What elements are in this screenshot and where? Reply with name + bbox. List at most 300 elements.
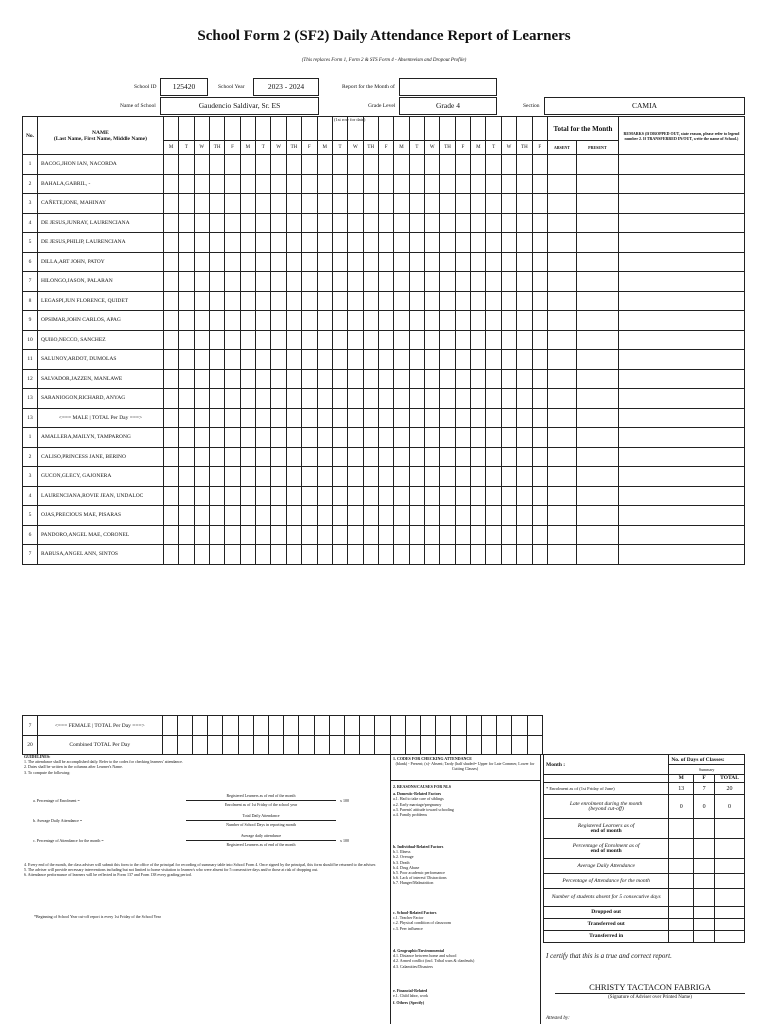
day-cell[interactable] [363,252,378,272]
day-cell[interactable] [317,155,332,175]
day-cell[interactable] [486,525,501,545]
school-year-field[interactable]: 2023 - 2024 [253,78,319,96]
day-cell[interactable] [481,736,496,755]
day-cell[interactable] [256,330,271,350]
day-cell[interactable] [455,467,470,487]
day-cell[interactable] [532,428,547,448]
day-cell[interactable] [179,486,194,506]
day-cell[interactable] [471,213,486,233]
day-cell[interactable] [240,525,255,545]
school-name-field[interactable]: Gaudencio Saldivar, Sr. ES [160,97,319,115]
day-cell[interactable] [302,311,317,331]
day-cell[interactable] [225,272,240,292]
present-total-cell[interactable] [576,174,618,194]
day-cell[interactable] [363,545,378,565]
day-cell[interactable] [286,428,301,448]
absent-total-cell[interactable] [547,545,576,565]
present-total-cell[interactable] [576,506,618,526]
day-cell[interactable] [517,525,532,545]
day-cell[interactable] [501,525,516,545]
day-cell[interactable] [421,736,436,755]
present-total-cell[interactable] [576,291,618,311]
day-cell[interactable] [194,447,209,467]
day-cell[interactable] [348,447,363,467]
present-total-cell[interactable] [576,369,618,389]
day-cell[interactable] [163,389,178,409]
day-cell[interactable] [409,428,424,448]
day-cell[interactable] [271,467,286,487]
day-cell[interactable] [532,545,547,565]
day-cell[interactable] [527,736,543,755]
day-cell[interactable] [455,117,470,141]
remarks-cell[interactable] [618,291,744,311]
day-cell[interactable] [394,506,409,526]
day-cell[interactable] [394,233,409,253]
day-cell[interactable] [209,194,224,214]
day-cell[interactable] [440,486,455,506]
day-cell[interactable] [409,155,424,175]
day-cell[interactable] [532,525,547,545]
day-cell[interactable] [436,736,451,755]
day-cell[interactable] [332,350,347,370]
day-cell[interactable] [317,330,332,350]
day-cell[interactable] [425,369,440,389]
day-cell[interactable] [302,428,317,448]
day-cell[interactable] [409,272,424,292]
day-cell[interactable] [348,213,363,233]
day-cell[interactable] [209,467,224,487]
day-cell[interactable] [194,174,209,194]
day-cell[interactable] [256,486,271,506]
day-cell[interactable] [194,233,209,253]
absent-total-cell[interactable] [547,291,576,311]
day-cell[interactable] [302,194,317,214]
day-cell[interactable] [425,545,440,565]
day-cell[interactable] [394,330,409,350]
remarks-cell[interactable] [618,174,744,194]
day-cell[interactable] [532,389,547,409]
present-total-cell[interactable] [576,233,618,253]
absent-total-cell[interactable] [547,174,576,194]
absent-total-cell[interactable] [547,506,576,526]
day-cell[interactable] [286,408,301,428]
day-cell[interactable] [271,545,286,565]
day-cell[interactable] [194,408,209,428]
day-cell[interactable] [256,252,271,272]
day-cell[interactable] [286,174,301,194]
day-cell[interactable] [517,213,532,233]
day-cell[interactable] [240,467,255,487]
day-cell[interactable] [378,545,393,565]
day-cell[interactable] [517,389,532,409]
day-cell[interactable] [208,716,223,736]
day-cell[interactable] [163,311,178,331]
day-cell[interactable] [363,330,378,350]
day-cell[interactable] [363,369,378,389]
day-cell[interactable] [486,155,501,175]
remarks-cell[interactable] [618,311,744,331]
day-cell[interactable] [471,330,486,350]
day-cell[interactable] [302,486,317,506]
day-cell[interactable] [286,369,301,389]
day-cell[interactable] [532,194,547,214]
day-cell[interactable] [163,525,178,545]
day-cell[interactable] [332,117,347,141]
day-cell[interactable] [440,369,455,389]
present-total-cell[interactable] [576,330,618,350]
day-cell[interactable] [486,117,501,141]
day-cell[interactable] [440,291,455,311]
day-cell[interactable] [517,272,532,292]
remarks-cell[interactable] [618,545,744,565]
day-cell[interactable] [440,408,455,428]
day-cell[interactable] [256,506,271,526]
day-cell[interactable] [163,174,178,194]
day-cell[interactable] [486,330,501,350]
day-cell[interactable] [225,447,240,467]
day-cell[interactable] [240,389,255,409]
day-cell[interactable] [348,291,363,311]
day-cell[interactable] [471,117,486,141]
day-cell[interactable] [240,486,255,506]
day-cell[interactable] [363,467,378,487]
day-cell[interactable] [363,311,378,331]
day-cell[interactable] [394,272,409,292]
day-cell[interactable] [517,467,532,487]
day-cell[interactable] [179,213,194,233]
day-cell[interactable] [440,311,455,331]
day-cell[interactable] [409,525,424,545]
day-cell[interactable] [471,350,486,370]
day-cell[interactable] [348,545,363,565]
day-cell[interactable] [194,369,209,389]
day-cell[interactable] [240,545,255,565]
day-cell[interactable] [378,369,393,389]
day-cell[interactable] [348,117,363,141]
day-cell[interactable] [512,716,527,736]
day-cell[interactable] [269,716,284,736]
day-cell[interactable] [177,716,192,736]
day-cell[interactable] [240,174,255,194]
day-cell[interactable] [286,272,301,292]
day-cell[interactable] [425,447,440,467]
day-cell[interactable] [271,506,286,526]
day-cell[interactable] [209,506,224,526]
day-cell[interactable] [240,369,255,389]
day-cell[interactable] [240,330,255,350]
day-cell[interactable] [317,369,332,389]
day-cell[interactable] [225,369,240,389]
day-cell[interactable] [378,233,393,253]
day-cell[interactable] [501,291,516,311]
day-cell[interactable] [317,194,332,214]
day-cell[interactable] [440,447,455,467]
day-cell[interactable] [225,117,240,141]
day-cell[interactable] [240,506,255,526]
day-cell[interactable] [271,174,286,194]
day-cell[interactable] [486,272,501,292]
day-cell[interactable] [253,736,268,755]
day-cell[interactable] [378,311,393,331]
day-cell[interactable] [390,716,405,736]
day-cell[interactable] [378,272,393,292]
day-cell[interactable] [517,174,532,194]
day-cell[interactable] [440,233,455,253]
day-cell[interactable] [532,233,547,253]
day-cell[interactable] [532,330,547,350]
remarks-cell[interactable] [618,233,744,253]
day-cell[interactable] [345,736,360,755]
day-cell[interactable] [532,350,547,370]
day-cell[interactable] [471,447,486,467]
day-cell[interactable] [179,545,194,565]
day-cell[interactable] [394,194,409,214]
day-cell[interactable] [471,428,486,448]
day-cell[interactable] [394,213,409,233]
day-cell[interactable] [225,486,240,506]
day-cell[interactable] [471,233,486,253]
day-cell[interactable] [532,467,547,487]
day-cell[interactable] [425,194,440,214]
present-total-cell[interactable] [576,272,618,292]
grade-level-field[interactable]: Grade 4 [399,97,497,115]
day-cell[interactable] [317,545,332,565]
day-cell[interactable] [179,447,194,467]
day-cell[interactable] [163,369,178,389]
day-cell[interactable] [271,369,286,389]
day-cell[interactable] [394,447,409,467]
day-cell[interactable] [348,272,363,292]
day-cell[interactable] [208,736,223,755]
day-cell[interactable] [363,117,378,141]
day-cell[interactable] [409,330,424,350]
day-cell[interactable] [486,311,501,331]
day-cell[interactable] [363,525,378,545]
day-cell[interactable] [256,174,271,194]
present-total-cell[interactable] [576,213,618,233]
day-cell[interactable] [532,408,547,428]
day-cell[interactable] [286,155,301,175]
day-cell[interactable] [455,330,470,350]
remarks-cell[interactable] [618,389,744,409]
day-cell[interactable] [348,389,363,409]
day-cell[interactable] [455,233,470,253]
day-cell[interactable] [286,311,301,331]
day-cell[interactable] [455,155,470,175]
present-total-cell[interactable] [576,467,618,487]
day-cell[interactable] [486,447,501,467]
day-cell[interactable] [394,291,409,311]
day-cell[interactable] [501,311,516,331]
day-cell[interactable] [240,194,255,214]
day-cell[interactable] [163,545,178,565]
day-cell[interactable] [302,447,317,467]
day-cell[interactable] [394,408,409,428]
day-cell[interactable] [317,389,332,409]
day-cell[interactable] [440,506,455,526]
day-cell[interactable] [302,330,317,350]
day-cell[interactable] [225,291,240,311]
day-cell[interactable] [440,174,455,194]
day-cell[interactable] [451,736,466,755]
day-cell[interactable] [455,350,470,370]
day-cell[interactable] [363,408,378,428]
day-cell[interactable] [409,389,424,409]
day-cell[interactable] [179,389,194,409]
day-cell[interactable] [332,545,347,565]
day-cell[interactable] [440,252,455,272]
day-cell[interactable] [348,350,363,370]
day-cell[interactable] [332,272,347,292]
day-cell[interactable] [314,736,329,755]
present-total-cell[interactable] [576,350,618,370]
day-cell[interactable] [501,174,516,194]
day-cell[interactable] [425,174,440,194]
day-cell[interactable] [317,311,332,331]
day-cell[interactable] [225,467,240,487]
day-cell[interactable] [256,389,271,409]
day-cell[interactable] [501,350,516,370]
absent-total-cell[interactable] [547,486,576,506]
day-cell[interactable] [209,486,224,506]
day-cell[interactable] [194,525,209,545]
day-cell[interactable] [302,467,317,487]
day-cell[interactable] [517,545,532,565]
day-cell[interactable] [225,233,240,253]
day-cell[interactable] [375,736,390,755]
day-cell[interactable] [390,736,405,755]
day-cell[interactable] [378,447,393,467]
day-cell[interactable] [501,408,516,428]
day-cell[interactable] [332,428,347,448]
day-cell[interactable] [405,716,420,736]
day-cell[interactable] [332,311,347,331]
day-cell[interactable] [302,506,317,526]
day-cell[interactable] [455,506,470,526]
day-cell[interactable] [425,408,440,428]
day-cell[interactable] [440,350,455,370]
day-cell[interactable] [532,311,547,331]
day-cell[interactable] [532,447,547,467]
day-cell[interactable] [348,330,363,350]
day-cell[interactable] [532,174,547,194]
day-cell[interactable] [286,291,301,311]
day-cell[interactable] [409,252,424,272]
day-cell[interactable] [194,155,209,175]
day-cell[interactable] [317,506,332,526]
day-cell[interactable] [501,486,516,506]
day-cell[interactable] [194,272,209,292]
day-cell[interactable] [425,213,440,233]
day-cell[interactable] [163,233,178,253]
day-cell[interactable] [271,525,286,545]
day-cell[interactable] [240,350,255,370]
day-cell[interactable] [501,117,516,141]
day-cell[interactable] [225,350,240,370]
day-cell[interactable] [163,252,178,272]
day-cell[interactable] [332,525,347,545]
day-cell[interactable] [501,447,516,467]
present-total-cell[interactable] [576,252,618,272]
day-cell[interactable] [363,447,378,467]
present-total-cell[interactable] [576,408,618,428]
day-cell[interactable] [486,467,501,487]
absent-total-cell[interactable] [547,408,576,428]
day-cell[interactable] [363,389,378,409]
day-cell[interactable] [471,408,486,428]
day-cell[interactable] [363,486,378,506]
day-cell[interactable] [501,194,516,214]
present-total-cell[interactable] [576,194,618,214]
day-cell[interactable] [256,545,271,565]
day-cell[interactable] [394,252,409,272]
present-total-cell[interactable] [576,447,618,467]
day-cell[interactable] [532,155,547,175]
day-cell[interactable] [302,389,317,409]
remarks-cell[interactable] [618,252,744,272]
day-cell[interactable] [394,117,409,141]
day-cell[interactable] [486,350,501,370]
day-cell[interactable] [440,428,455,448]
day-cell[interactable] [517,428,532,448]
day-cell[interactable] [284,736,299,755]
day-cell[interactable] [256,117,271,141]
absent-total-cell[interactable] [547,525,576,545]
day-cell[interactable] [302,233,317,253]
day-cell[interactable] [240,117,255,141]
day-cell[interactable] [378,252,393,272]
day-cell[interactable] [332,330,347,350]
day-cell[interactable] [256,272,271,292]
day-cell[interactable] [225,252,240,272]
day-cell[interactable] [286,330,301,350]
day-cell[interactable] [193,736,208,755]
day-cell[interactable] [409,233,424,253]
day-cell[interactable] [466,736,481,755]
day-cell[interactable] [317,408,332,428]
day-cell[interactable] [471,272,486,292]
day-cell[interactable] [501,369,516,389]
day-cell[interactable] [317,233,332,253]
day-cell[interactable] [486,233,501,253]
day-cell[interactable] [486,174,501,194]
day-cell[interactable] [363,506,378,526]
day-cell[interactable] [455,408,470,428]
remarks-cell[interactable] [618,486,744,506]
day-cell[interactable] [179,330,194,350]
present-total-cell[interactable] [576,545,618,565]
day-cell[interactable] [348,408,363,428]
day-cell[interactable] [209,330,224,350]
day-cell[interactable] [332,369,347,389]
day-cell[interactable] [225,174,240,194]
day-cell[interactable] [375,716,390,736]
day-cell[interactable] [481,716,496,736]
day-cell[interactable] [501,389,516,409]
day-cell[interactable] [425,291,440,311]
day-cell[interactable] [409,311,424,331]
day-cell[interactable] [179,350,194,370]
day-cell[interactable] [240,155,255,175]
day-cell[interactable] [486,545,501,565]
day-cell[interactable] [286,447,301,467]
day-cell[interactable] [256,194,271,214]
day-cell[interactable] [163,194,178,214]
day-cell[interactable] [378,330,393,350]
absent-total-cell[interactable] [547,330,576,350]
day-cell[interactable] [286,194,301,214]
day-cell[interactable] [286,117,301,141]
